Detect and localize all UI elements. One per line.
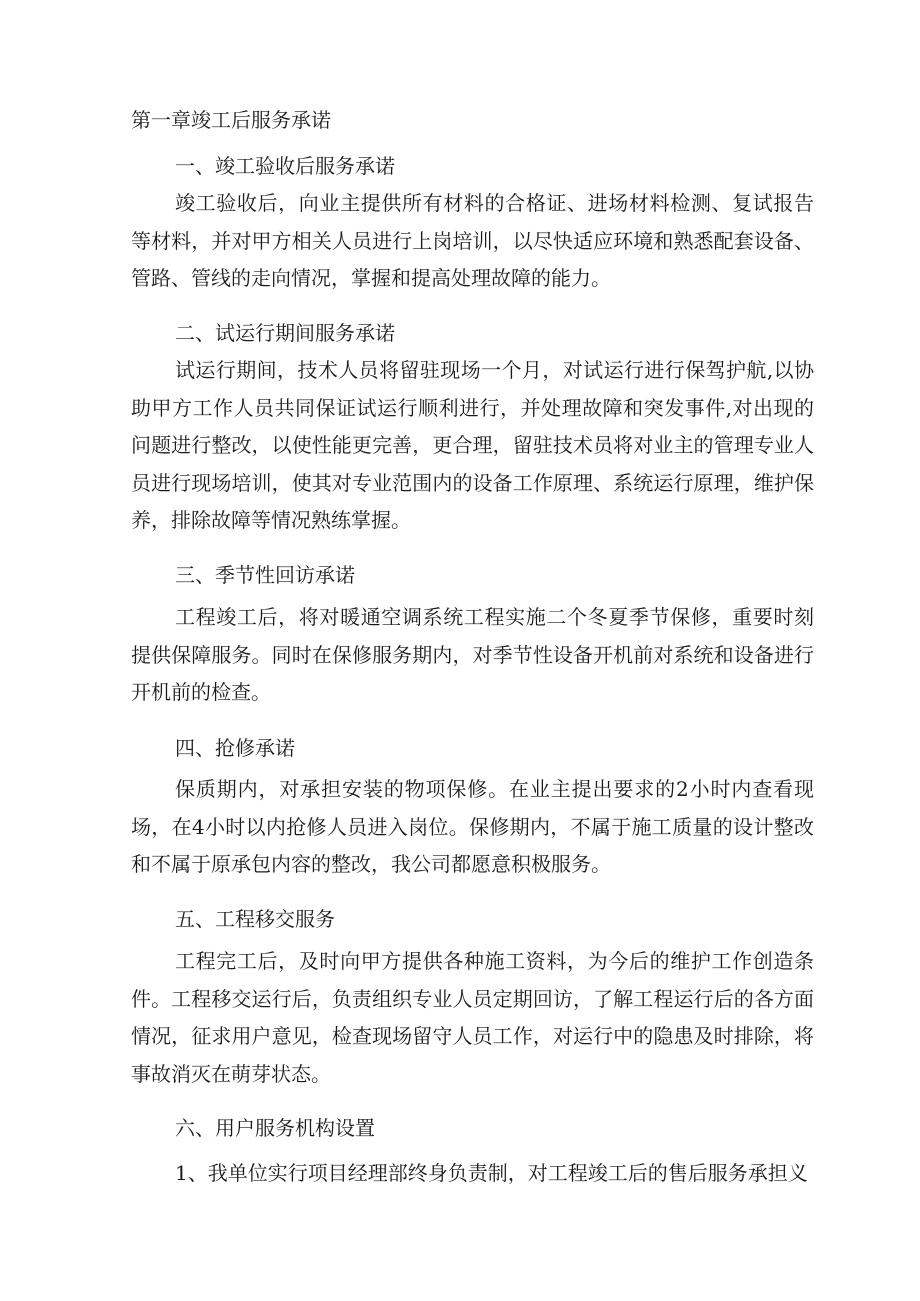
section-heading: 五、工程移交服务 (175, 907, 335, 931)
section-heading: 六、用户服务机构设置 (175, 1116, 375, 1140)
section-paragraph: 试运行期间，技术人员将留驻现场一个月，对试运行进行保驾护航,以协助甲方工作人员共同保证试运行顺利进行，并处理故障和突发事件,对出现的问题进行整改，以使性能更完善，更合理，留驻技术员将对业主的管理专业人员进行现场培训，使其对专业范围内的设备工作原理、系统运行原理，维护保养，排除故障等情况熟练掌握。 (131, 358, 814, 532)
section-heading: 四、抢修承诺 (175, 736, 295, 760)
section-paragraph: 保质期内，对承担安装的物项保修。在业主提出要求的2小时内查看现场，在4小时以内抢修人员进入岗位。保修期内，不属于施工质量的设计整改和不属于原承包内容的整改，我公司都愿意积极服务。 (131, 777, 814, 876)
section-paragraph: 工程竣工后，将对暖通空调系统工程实施二个冬夏季节保修，重要时刻提供保障服务。同时在保修服务期内，对季节性设备开机前对系统和设备进行开机前的检查。 (131, 605, 814, 704)
section-paragraph: 工程完工后，及时向甲方提供各种施工资料，为今后的维护工作创造条件。工程移交运行后，负责组织专业人员定期回访，了解工程运行后的各方面情况，征求用户意见，检查现场留守人员工作，对运行中的隐患及时排除，将事故消灭在萌芽状态。 (131, 949, 814, 1086)
section-paragraph: 竣工验收后，向业主提供所有材料的合格证、进场材料检测、复试报告等材料，并对甲方相关人员进行上岗培训，以尽快适应环境和熟悉配套设备、管路、管线的走向情况，掌握和提高处理故障的能力。 (131, 191, 814, 290)
chapter-title: 第一章竣工后服务承诺 (131, 108, 331, 132)
section-paragraph: 1、我单位实行项目经理部终身负责制，对工程竣工后的售后服务承担义 (175, 1161, 808, 1185)
section-heading: 一、竣工验收后服务承诺 (175, 154, 395, 178)
section-heading: 三、季节性回访承诺 (175, 563, 355, 587)
section-heading: 二、试运行期间服务承诺 (175, 321, 395, 345)
